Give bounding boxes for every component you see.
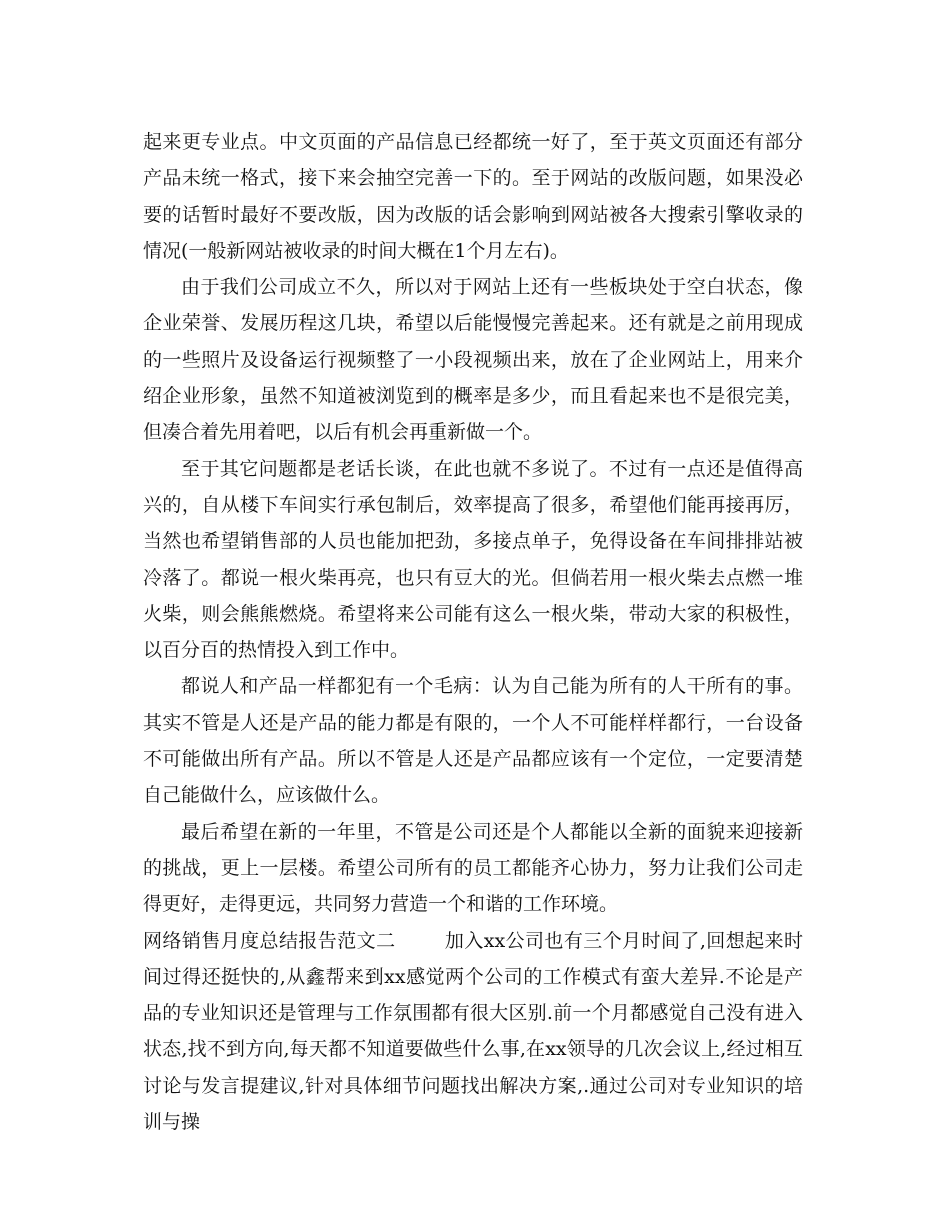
section-body: 加入xx公司也有三个月时间了,回想起来时间过得还挺快的,从鑫帮来到xx感觉两个公司的工作模式有蛮大差异.不论是产品的专业知识还是管理与工作氛围都有很大区别.前一个月都感觉自己没有进入状态,找不到方向,每天都不知道要做些什么事,在xx领导的几次会议上,经过相互讨论与发言提建议,针对具体细节问题找出解决方案,.通过公司对专业知识的培训与操	[143, 929, 803, 1134]
paragraph-5: 最后希望在新的一年里，不管是公司还是个人都能以全新的面貌来迎接新的挑战，更上一层楼。希望公司所有的员工都能齐心协力，努力让我们公司走得更好，走得更远，共同努力营造一个和谐的工作环境。	[143, 820, 803, 916]
paragraph-1: 起来更专业点。中文页面的产品信息已经都统一好了，至于英文页面还有部分产品未统一格式，接下来会抽空完善一下的。至于网站的改版问题，如果没必要的话暂时最好不要改版，因为改版的话会影响到网站被各大搜索引擎收录的情况(一般新网站被收录的时间大概在1个月左右)。	[143, 131, 803, 262]
paragraph-2: 由于我们公司成立不久，所以对于网站上还有一些板块处于空白状态，像企业荣誉、发展历程这几块，希望以后能慢慢完善起来。还有就是之前用现成的一些照片及设备运行视频整了一小段视频出来，放在了企业网站上，用来介绍企业形象，虽然不知道被浏览到的概率是多少，而且看起来也不是很完美，但凑合着先用着吧，以后有机会再重新做一个。	[143, 276, 803, 444]
section-two	[143, 923, 803, 1141]
paragraph-4: 都说人和产品一样都犯有一个毛病：认为自己能为所有的人干所有的事。其实不管是人还是产品的能力都是有限的，一个人不可能样样都行，一台设备不可能做出所有产品。所以不管是人还是产品都应该有一个定位，一定要清楚自己能做什么，应该做什么。	[143, 675, 803, 807]
paragraph-3: 至于其它问题都是老话长谈，在此也就不多说了。不过有一点还是值得高兴的，自从楼下车间实行承包制后，效率提高了很多，希望他们能再接再厉，当然也希望销售部的人员也能加把劲，多接点单子，免得设备在车间排排站被冷落了。都说一根火柴再亮，也只有豆大的光。但倘若用一根火柴去点燃一堆火柴，则会熊熊燃烧。希望将来公司能有这么一根火柴，带动大家的积极性，以百分百的热情投入到工作中。	[143, 457, 803, 662]
section-title: 网络销售月度总结报告范文二	[143, 929, 396, 952]
document-body	[143, 124, 803, 1140]
